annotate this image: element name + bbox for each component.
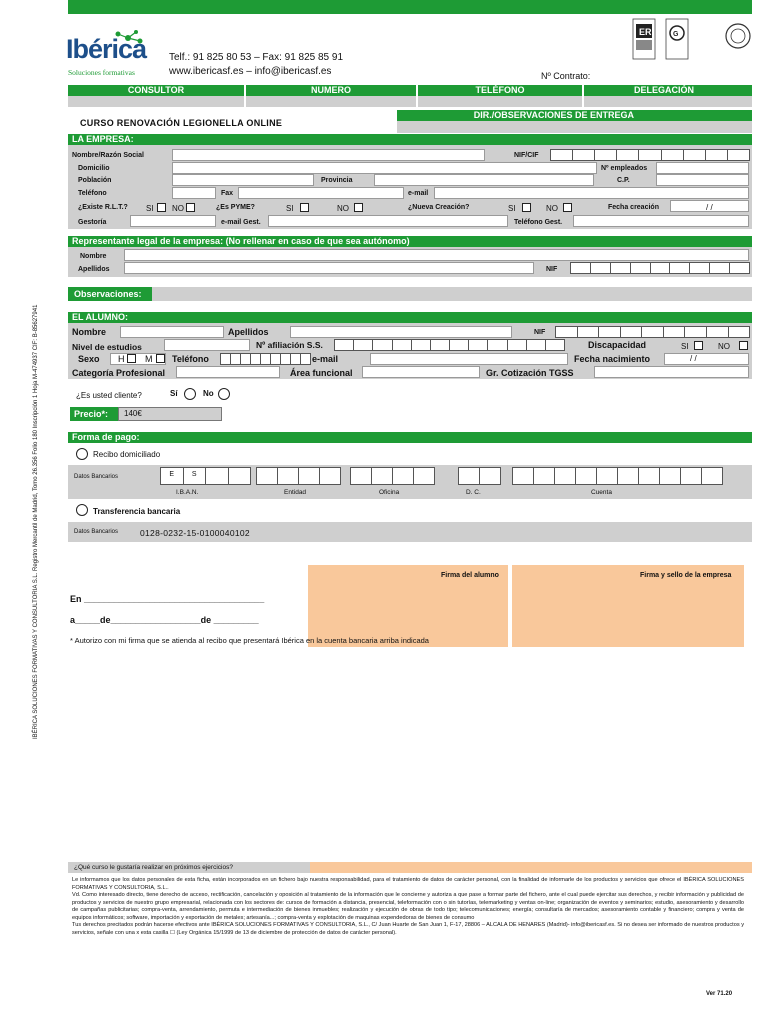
fax-field[interactable] bbox=[238, 187, 404, 199]
transferencia-datos-label: Datos Bancarios bbox=[74, 529, 119, 535]
email-gest-field[interactable] bbox=[268, 215, 508, 227]
provincia-label: Provincia bbox=[321, 177, 353, 184]
pyme-no-label: NO bbox=[337, 204, 349, 213]
nif-cif-cells[interactable] bbox=[550, 149, 749, 161]
categoria-label: Categoría Profesional bbox=[72, 368, 166, 378]
pyme-no-checkbox[interactable] bbox=[354, 203, 363, 212]
oficina-cells[interactable] bbox=[350, 467, 434, 485]
nombre-razon-label: Nombre/Razón Social bbox=[72, 152, 144, 159]
gestoria-label: Gestoría bbox=[78, 219, 107, 226]
observaciones-field[interactable] bbox=[152, 287, 752, 301]
legal-paragraph-1: Le informamos que los datos personales de esta ficha, están incorporados en un fichero bajo nuestra responsabilidad, para el tratamiento de datos de carácter personal, con la finalidad de informarle de los productos y servicios que ofrece el IBÉRICA SOLUCIONES FORMATIVAS Y CONSULTORIA, S.L.. bbox=[72, 877, 744, 891]
precio-label-box bbox=[70, 407, 118, 421]
pyme-si-label: SI bbox=[286, 204, 294, 213]
iban-e-cell: E bbox=[160, 467, 184, 485]
dir-obs-field[interactable] bbox=[397, 121, 752, 133]
empresa-telefono-label: Teléfono bbox=[78, 190, 107, 197]
certification-seals-icon bbox=[632, 16, 752, 66]
observaciones-label: Observaciones: bbox=[74, 289, 142, 299]
area-funcional-field[interactable] bbox=[362, 366, 480, 378]
empresa-header bbox=[68, 134, 752, 145]
sexo-h-label: H bbox=[118, 354, 125, 364]
alumno-header bbox=[68, 312, 752, 323]
rlt-no-checkbox[interactable] bbox=[186, 203, 195, 212]
cotizacion-label: Gr. Cotización TGSS bbox=[486, 368, 574, 378]
area-funcional-label: Área funcional bbox=[290, 368, 353, 378]
alumno-apellidos-label: Apellidos bbox=[228, 327, 269, 337]
rep-apellidos-field[interactable] bbox=[124, 262, 534, 274]
side-registry-text: IBÉRICA SOLUCIONES FORMATIVAS Y CONSULTORIA S.L. Registro Mercantil de Madrid, Tomo 26.356 Folio 180 Inscripción 1 Hoja M-474937 CIF: B-85627941 bbox=[33, 304, 39, 739]
rlt-no-label: NO bbox=[172, 204, 184, 213]
consultor-label: CONSULTOR bbox=[127, 85, 185, 95]
firma-empresa-label: Firma y sello de la empresa bbox=[640, 572, 732, 579]
alumno-telefono-cells[interactable] bbox=[220, 353, 310, 365]
logo-word: Ibérica bbox=[66, 34, 147, 64]
logo bbox=[66, 28, 162, 78]
representante-header-label: Representante legal de la empresa: (No rellenar en caso de que sea autónomo) bbox=[72, 236, 410, 246]
numero-field[interactable] bbox=[246, 96, 416, 107]
empleados-label: Nº empleados bbox=[601, 165, 648, 172]
legal-text bbox=[72, 877, 744, 937]
telefono-label: TELÉFONO bbox=[475, 85, 525, 95]
version-label: Ver 71.20 bbox=[706, 991, 733, 997]
telefono-field[interactable] bbox=[418, 96, 582, 107]
empresa-telefono-field[interactable] bbox=[172, 187, 216, 199]
nueva-creacion-label: ¿Nueva Creación? bbox=[408, 204, 470, 211]
nivel-estudios-field[interactable] bbox=[164, 339, 250, 351]
pago-header-label: Forma de pago: bbox=[72, 432, 140, 442]
alumno-email-label: e-mail bbox=[312, 354, 339, 364]
discapacidad-no-label: NO bbox=[718, 342, 730, 351]
telefono-header bbox=[418, 85, 582, 96]
cp-field[interactable] bbox=[656, 174, 749, 186]
entidad-caption: Entidad bbox=[284, 489, 307, 496]
cuenta-transferencia-value: 0128-0232-15-0100040102 bbox=[140, 528, 250, 538]
delegacion-label: DELEGACIÓN bbox=[633, 85, 694, 95]
top-green-bar bbox=[68, 0, 752, 14]
cliente-si-radio[interactable] bbox=[184, 388, 196, 400]
certification-badges bbox=[632, 16, 752, 66]
nueva-no-label: NO bbox=[546, 204, 558, 213]
fax-label: Fax bbox=[221, 190, 234, 197]
discapacidad-si-label: SI bbox=[681, 342, 689, 351]
provincia-field[interactable] bbox=[374, 174, 594, 186]
firma-alumno-label: Firma del alumno bbox=[441, 572, 499, 579]
pago-header bbox=[68, 432, 752, 443]
consultor-header bbox=[68, 85, 244, 96]
discapacidad-si-checkbox[interactable] bbox=[694, 341, 703, 350]
poblacion-field[interactable] bbox=[172, 174, 314, 186]
web-line: www.ibericasf.es – info@ibericasf.es bbox=[169, 66, 332, 77]
alumno-nif-label: NIF bbox=[534, 329, 546, 336]
lugar-en: En ____________________________________ bbox=[70, 594, 265, 604]
sexo-label: Sexo bbox=[78, 354, 100, 364]
delegacion-field[interactable] bbox=[584, 96, 752, 107]
recibo-datos-label: Datos Bancarios bbox=[74, 474, 119, 480]
entidad-cells[interactable] bbox=[256, 467, 340, 485]
oficina-caption: Oficina bbox=[379, 489, 400, 496]
phone-line: Telf.: 91 825 80 53 – Fax: 91 825 85 91 bbox=[169, 52, 344, 63]
domicilio-field[interactable] bbox=[172, 162, 597, 174]
empleados-field[interactable] bbox=[656, 162, 749, 174]
legal-paragraph-2: Vd. Como interesado directo, tiene derecho de acceso, rectificación, cancelación y oposición al tratamiento de la información que le concierne y autoriza a que pase a formar parte del fichero, ante el cual puede ejercitar sus derechos, y recibir información y publicidad de productos y servicios de nuestro grupo empresarial, relacionada con los sectores de: cursos de formación a distancia, presencial, teleformación con o sin tutorías, telemarketing y ventas on-line; organización de eventos y seminarios; estudio, asesoramiento y desarrollo de campañas publicitarias; compra-venta, arrendamiento, permuta e intermediación de bienes inmuebles; realización y ejecución de obras de todo tipo; telecomunicaciones; energía; consultaría de mercados; asesoramiento contable y financiero; compra y venta de equipos informáticos; software, importación y exportación de metales; artesanía...; compra-venta y explotación de maquinas expendedoras de bienes de consumo bbox=[72, 892, 744, 921]
alumno-header-label: EL ALUMNO: bbox=[72, 312, 128, 322]
fecha-creacion-label: Fecha creación bbox=[608, 204, 659, 211]
alumno-nif-cells[interactable] bbox=[555, 326, 749, 338]
futuro-question: ¿Qué curso le gustaría realizar en próximos ejercicios? bbox=[74, 864, 233, 871]
pyme-si-checkbox[interactable] bbox=[300, 203, 309, 212]
dc-caption: D. C. bbox=[466, 489, 481, 496]
dc-cells[interactable] bbox=[458, 467, 500, 485]
sexo-m-label: M bbox=[145, 354, 153, 364]
domicilio-label: Domicilio bbox=[78, 165, 110, 172]
afiliacion-cells[interactable] bbox=[334, 339, 564, 351]
categoria-field[interactable] bbox=[176, 366, 280, 378]
empresa-email-field[interactable] bbox=[434, 187, 749, 199]
alumno-apellidos-field[interactable] bbox=[290, 326, 512, 338]
rlt-si-label: SI bbox=[146, 204, 154, 213]
tel-gest-field[interactable] bbox=[573, 215, 749, 227]
discapacidad-no-checkbox[interactable] bbox=[739, 341, 748, 350]
poblacion-label: Población bbox=[78, 177, 112, 184]
cp-label: C.P. bbox=[617, 177, 630, 184]
cliente-question: ¿Es usted cliente? bbox=[76, 391, 142, 400]
recibo-label: Recibo domiciliado bbox=[93, 450, 161, 459]
nueva-no-checkbox[interactable] bbox=[563, 203, 572, 212]
rep-nif-cells[interactable] bbox=[570, 262, 749, 274]
rep-nif-label: NIF bbox=[546, 266, 558, 273]
fecha-creacion-separators: / / bbox=[706, 203, 713, 212]
iban-cells[interactable] bbox=[160, 467, 250, 485]
rep-nombre-label: Nombre bbox=[80, 253, 107, 260]
consultor-field[interactable] bbox=[68, 96, 244, 107]
numero-header bbox=[246, 85, 416, 96]
empresa-email-label: e-mail bbox=[408, 190, 429, 197]
recibo-radio[interactable] bbox=[76, 448, 88, 460]
sexo-h-checkbox[interactable] bbox=[127, 354, 136, 363]
transferencia-label: Transferencia bancaria bbox=[93, 507, 181, 516]
delegacion-header bbox=[584, 85, 752, 96]
precio-label: Precio*: bbox=[74, 409, 109, 419]
gestoria-field[interactable] bbox=[130, 215, 216, 227]
alumno-telefono-label: Teléfono bbox=[172, 354, 209, 364]
rlt-label: ¿Existe R.L.T.? bbox=[78, 204, 128, 211]
iban-s-cell: S bbox=[183, 467, 207, 485]
rep-nombre-field[interactable] bbox=[124, 249, 749, 261]
cuenta-cells[interactable] bbox=[512, 467, 722, 485]
discapacidad-label: Discapacidad bbox=[588, 340, 647, 350]
fecha-nacimiento-field[interactable] bbox=[664, 353, 749, 365]
logo-subtitle: Soluciones formativas bbox=[68, 68, 135, 77]
tel-gest-label: Teléfono Gest. bbox=[514, 219, 563, 226]
fecha-nacimiento-label: Fecha nacimiento bbox=[574, 354, 651, 364]
cliente-no-radio[interactable] bbox=[218, 388, 230, 400]
lugar-fecha: a_____de__________________de _________ bbox=[70, 615, 259, 625]
cliente-si-label: Sí bbox=[170, 389, 178, 398]
representante-header bbox=[68, 236, 752, 247]
nombre-razon-field[interactable] bbox=[172, 149, 485, 161]
cuenta-caption: Cuenta bbox=[591, 489, 612, 496]
nueva-si-checkbox[interactable] bbox=[522, 203, 531, 212]
alumno-nombre-field[interactable] bbox=[120, 326, 224, 338]
precio-value: 140€ bbox=[124, 409, 142, 418]
cliente-no-label: No bbox=[203, 389, 214, 398]
alumno-email-field[interactable] bbox=[370, 353, 568, 365]
rep-apellidos-label: Apellidos bbox=[78, 266, 110, 273]
nivel-estudios-label: Nivel de estudios bbox=[72, 342, 142, 352]
rlt-si-checkbox[interactable] bbox=[157, 203, 166, 212]
alumno-nombre-label: Nombre bbox=[72, 327, 107, 337]
observaciones-header bbox=[68, 287, 152, 301]
afiliacion-label: Nº afiliación S.S. bbox=[256, 340, 323, 350]
transferencia-radio[interactable] bbox=[76, 504, 88, 516]
futuro-answer-field[interactable] bbox=[310, 862, 752, 873]
svg-text:G: G bbox=[673, 31, 679, 38]
numero-label: NUMERO bbox=[311, 85, 351, 95]
dir-obs-label: DIR./OBSERVACIONES DE ENTREGA bbox=[473, 110, 634, 120]
empresa-header-label: LA EMPRESA: bbox=[72, 134, 134, 144]
cotizacion-field[interactable] bbox=[594, 366, 749, 378]
contract-label: Nº Contrato: bbox=[541, 71, 591, 81]
course-title: CURSO RENOVACIÓN LEGIONELLA ONLINE bbox=[80, 118, 283, 128]
legal-paragraph-3: Tus derechos precitados podrán hacerse efectivos ante IBÉRICA SOLUCIONES FORMATIVAS Y CONSULTORIA, S.L., C/ Juan Huarte de San Juan 1, F-17, 28806 – ALCALA DE HENARES (Madrid)- info@ibericasf.es. Si no desea ser informado de nuestros productos y servicios, señale con una x esta casilla ☐ (Ley Orgánica 15/1999 de 13 de diciembre de protección de datos de carácter personal). bbox=[72, 922, 744, 936]
fecha-nacimiento-separators: / / bbox=[690, 354, 697, 363]
autorizo-text: * Autorizo con mi firma que se atienda al recibo que presentará Ibérica en la cuenta bancaria arriba indicada bbox=[70, 636, 429, 645]
nif-cif-label: NIF/CIF bbox=[514, 152, 539, 159]
iban-caption: I.B.A.N. bbox=[176, 489, 199, 496]
sexo-m-checkbox[interactable] bbox=[156, 354, 165, 363]
svg-text:ER: ER bbox=[639, 27, 652, 37]
nueva-si-label: SI bbox=[508, 204, 516, 213]
email-gest-label: e-mail Gest. bbox=[221, 219, 261, 226]
dir-obs-header bbox=[397, 110, 752, 121]
pyme-label: ¿Es PYME? bbox=[216, 204, 255, 211]
